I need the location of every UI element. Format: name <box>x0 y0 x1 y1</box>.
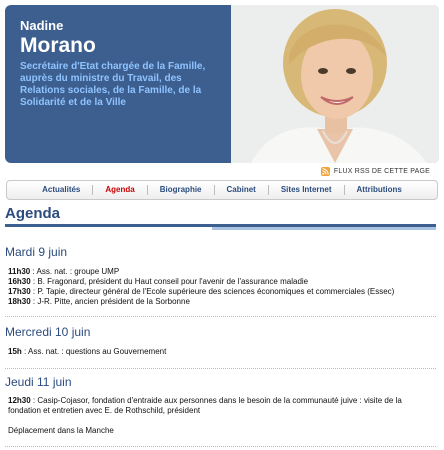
first-name: Nadine <box>20 18 64 33</box>
event-text: : Casip-Cojasor, fondation d'entraide aux personnes dans le besoin de la communauté juive : visite de la fondation et entretien avec E. de Rothschild, président <box>8 396 402 415</box>
nav-item-agenda[interactable]: Agenda <box>92 185 146 195</box>
nav-item-sites-internet[interactable]: Sites Internet <box>268 185 344 195</box>
event-time: 17h30 <box>8 287 31 296</box>
agenda-event <box>8 297 433 307</box>
page-title: Agenda <box>5 205 61 222</box>
header-banner <box>5 5 439 163</box>
event-text: Déplacement dans la Manche <box>8 426 114 435</box>
agenda-event <box>8 287 433 297</box>
rss-link[interactable] <box>321 167 430 176</box>
event-time: 15h <box>8 347 22 356</box>
agenda-event <box>8 426 433 436</box>
official-title: Secrétaire d'Etat chargée de la Famille, auprès du ministre du Travail, des Relations sociales, de la Famille, de la Solidarité et de la Ville <box>20 61 206 108</box>
agenda-event <box>8 277 433 287</box>
event-text: : Ass. nat. : questions au Gouvernement <box>21 347 167 356</box>
title-rule-accent <box>212 227 436 230</box>
day-separator <box>5 316 436 317</box>
event-text: : Ass. nat. : groupe UMP <box>30 267 120 276</box>
day-separator <box>5 446 436 447</box>
agenda-event <box>8 267 433 277</box>
day-heading: Mercredi 10 juin <box>5 325 91 339</box>
day-heading: Mardi 9 juin <box>5 245 68 259</box>
nav-item-actualites[interactable]: Actualités <box>42 185 81 194</box>
event-time: 11h30 <box>8 267 31 276</box>
rss-icon <box>321 167 330 176</box>
agenda-event <box>8 396 433 416</box>
event-time: 12h30 <box>8 396 31 405</box>
main-nav <box>6 180 438 200</box>
last-name: Morano <box>20 34 96 57</box>
nav-item-attributions[interactable]: Attributions <box>344 185 414 195</box>
nav-item-cabinet[interactable]: Cabinet <box>214 185 268 195</box>
event-time: 18h30 <box>8 297 31 306</box>
rss-label: FLUX RSS DE CETTE PAGE <box>333 168 430 175</box>
event-text: : B. Fragonard, président du Haut conseil pour l'avenir de l'assurance maladie <box>30 277 309 286</box>
event-text: : P. Tapie, directeur général de l'Ecole supérieure des sciences économiques et commerciales (Essec) <box>30 287 395 296</box>
nav-item-biographie[interactable]: Biographie <box>147 185 214 195</box>
agenda-event <box>8 347 433 357</box>
event-time: 16h30 <box>8 277 31 286</box>
header-text <box>20 19 220 109</box>
day-heading: Jeudi 11 juin <box>5 375 72 389</box>
portrait-illustration <box>231 5 439 163</box>
day-separator <box>5 368 436 369</box>
event-text: : J-R. Pitte, ancien président de la Sorbonne <box>30 297 190 306</box>
portrait-photo <box>231 5 439 163</box>
